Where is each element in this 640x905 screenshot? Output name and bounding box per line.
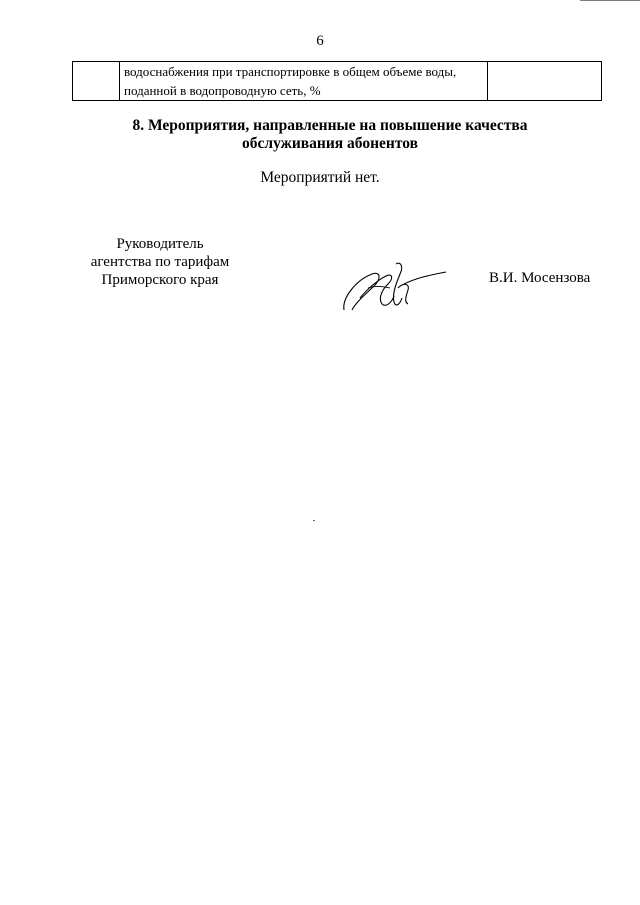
continued-table	[72, 61, 602, 101]
table-cell-number	[73, 62, 120, 101]
top-edge-rule	[580, 0, 640, 1]
handwritten-signature	[338, 258, 450, 318]
page-number: 6	[316, 33, 324, 49]
table-cell-value	[488, 62, 602, 101]
table-cell-indicator	[120, 62, 488, 101]
signer-name: В.И. Мосензова	[489, 270, 591, 286]
section-heading-line: обслуживания абонентов	[242, 135, 418, 152]
section-heading	[100, 117, 560, 153]
section-heading-line: 8. Мероприятия, направленные на повышение качества	[132, 117, 528, 134]
section-body-text: Мероприятий нет.	[260, 169, 380, 186]
scan-speck	[313, 520, 315, 521]
signer-position-line: агентства по тарифам	[90, 254, 230, 270]
signer-position-line: Руководитель	[116, 236, 204, 252]
indicator-text-line: поданной в водопроводную сеть, %	[124, 83, 321, 98]
signer-position-line: Приморского края	[101, 272, 219, 288]
indicator-text-line: водоснабжения при транспортировке в общем объеме воды,	[124, 64, 457, 79]
table-row	[73, 62, 602, 101]
signer-position	[60, 235, 260, 289]
